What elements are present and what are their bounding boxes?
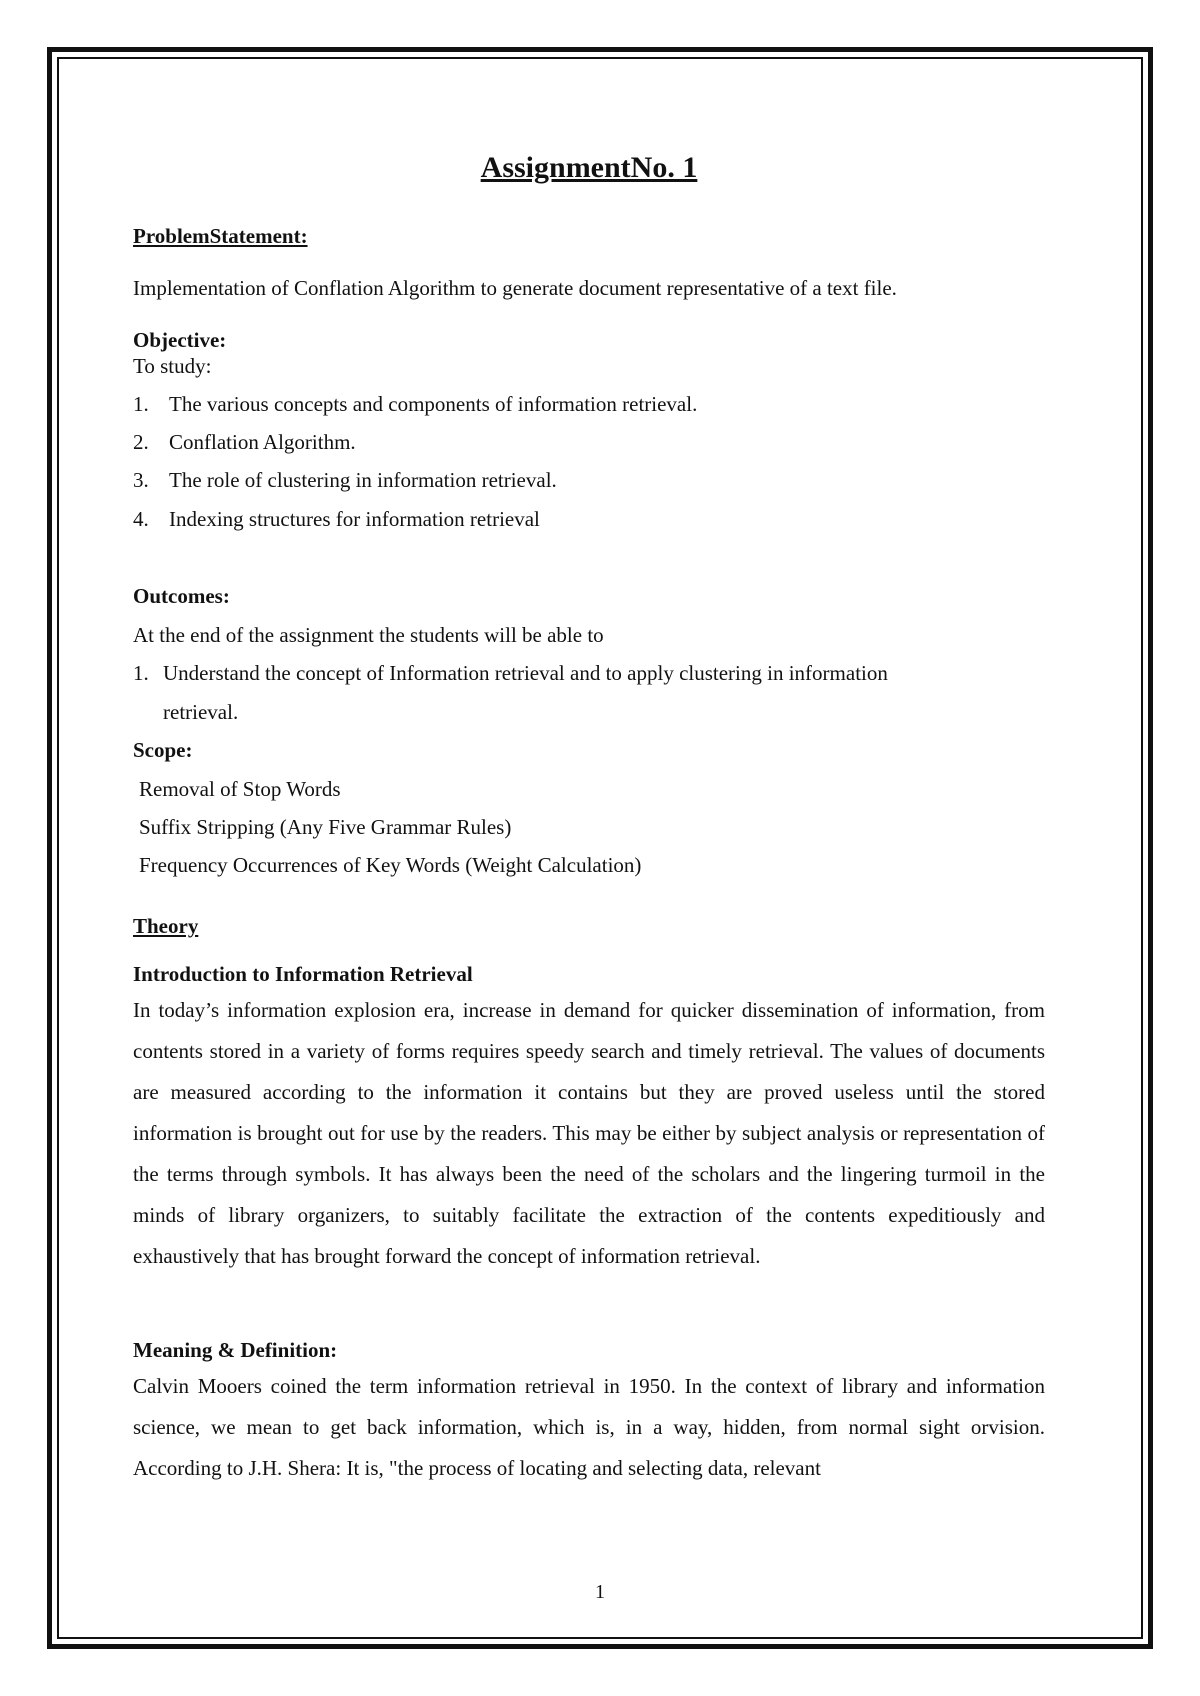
objective-intro: To study: [133,354,212,378]
objective-heading: Objective: [133,328,227,352]
objective-item-text: Indexing structures for information retrieval [169,507,540,531]
scope-item: Removal of Stop Words [139,777,341,801]
scope-heading: Scope: [133,738,193,762]
objective-item-number: 4. [133,507,149,531]
objective-item-number: 1. [133,392,149,416]
objective-item-number: 3. [133,468,149,492]
intro-paragraph: In today’s information explosion era, increase in demand for quicker dissemination of information, from contents stored in a variety of forms requires speedy search and timely retrieval. The values of documents are measured according to the information it contains but they are proved useless until the stored information is brought out for use by the readers. This may be either by subject analysis or representation of the terms through symbols. It has always been the need of the scholars and the lingering turmoil in the minds of library organizers, to suitably facilitate the extraction of the contents expeditiously and exhaustively that has brought forward the concept of information retrieval. [133,998,1045,1268]
problem-statement-heading: ProblemStatement: [133,224,308,248]
objective-item [133,428,356,456]
objective-item [133,390,697,418]
outcomes-intro: At the end of the assignment the students will be able to [133,623,604,647]
objective-item [133,505,540,533]
meaning-heading: Meaning & Definition: [133,1338,338,1362]
objective-item-text: Conflation Algorithm. [169,430,356,454]
outcome-item-continuation: retrieval. [163,700,239,724]
scope-item: Suffix Stripping (Any Five Grammar Rules) [139,815,512,839]
scope-item: Frequency Occurrences of Key Words (Weight Calculation) [139,853,642,877]
meaning-paragraph: Calvin Mooers coined the term information retrieval in 1950. In the context of library and information science, we mean to get back information, which is, in a way, hidden, from normal sight orvision. According to J.H. Shera: It is, "the process of locating and selecting data, relevant [133,1374,1045,1480]
outcome-item-number: 1. [133,661,149,685]
intro-heading: Introduction to Information Retrieval [133,962,473,986]
page-number: 1 [595,1581,605,1603]
document-title: AssignmentNo. 1 [480,151,698,184]
problem-statement-text: Implementation of Conflation Algorithm to generate document representative of a text file. [133,276,897,300]
objective-item-number: 2. [133,430,149,454]
outcome-item-text: Understand the concept of Information retrieval and to apply clustering in information [163,661,888,685]
outcome-item [133,659,888,687]
objective-item-text: The role of clustering in information retrieval. [169,468,557,492]
theory-heading: Theory [133,914,199,938]
outcomes-heading: Outcomes: [133,584,230,608]
objective-item-text: The various concepts and components of information retrieval. [169,392,698,416]
objective-item [133,466,557,494]
